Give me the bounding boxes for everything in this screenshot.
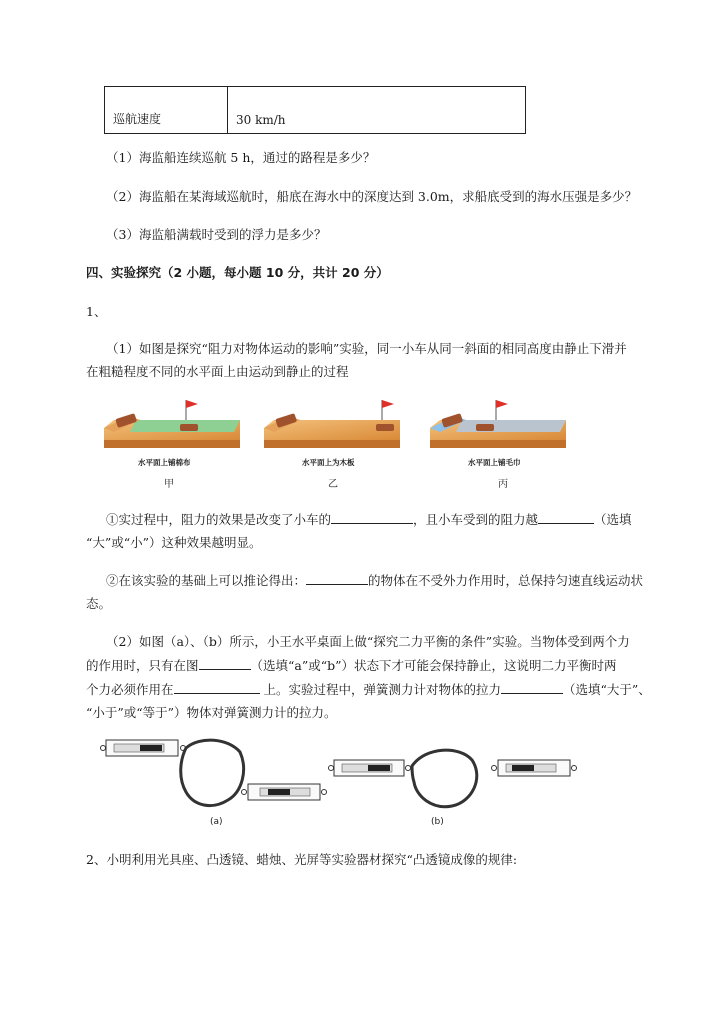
spec-label-cell: 巡航速度 — [105, 87, 228, 134]
setup-b — [329, 750, 577, 807]
q1-s1-line1: ①实过程中，阻力的效果是改变了小车的 ，且小车受到的阻力越 （选填 — [106, 512, 632, 527]
q1-part1-line2: 在粗糙程度不同的水平面上由运动到静止的过程 — [86, 364, 349, 379]
question-1: （1）海监船连续巡航 5 h，通过的路程是多少？ — [106, 150, 376, 165]
answer-blank — [174, 681, 260, 694]
q1-part2-line1: （2）如图（a）、（b）所示，小王水平桌面上做“探究二力平衡的条件”实验。当物体受到两个力 — [106, 634, 630, 649]
table-row — [105, 87, 526, 134]
fig-label-a: (a) — [210, 817, 223, 827]
question-3: （3）海监船满载时受到的浮力是多少？ — [106, 227, 327, 242]
q1-part2-line4: “小于”或“等于”）物体对弹簧测力计的拉力。 — [86, 705, 337, 720]
ramp-cotton — [104, 400, 240, 448]
q1-part2-line3: 个力必须作用在 上。实验过程中，弹簧测力计对物体的拉力 （选填“大于”、 — [86, 682, 651, 697]
q2-text: 2、小明利用光具座、凸透镜、蜡烛、光屏等实验器材探究“凸透镜成像的规律: — [86, 852, 518, 867]
q1-part1-line1: （1）如图是探究“阻力对物体运动的影响”实验，同一小车从同一斜面的相同高度由静止下滑并 — [106, 341, 627, 356]
ramp-towel — [430, 400, 566, 448]
caption-wood: 水平面上为木板 — [302, 458, 355, 467]
answer-blank — [501, 681, 563, 694]
answer-blank — [331, 511, 413, 524]
section-heading: 四、实验探究（2 小题，每小题 10 分，共计 20 分） — [86, 265, 389, 280]
spec-value-cell: 30 km/h — [228, 87, 526, 134]
spec-table — [104, 86, 526, 134]
caption-cotton: 水平面上铺棉布 — [138, 458, 191, 467]
spring-balance-figure — [100, 730, 590, 830]
fig-label-b: (b) — [431, 817, 444, 827]
label-jia: 甲 — [164, 479, 174, 490]
q1-number: 1、 — [86, 304, 107, 319]
label-bing: 丙 — [498, 479, 508, 490]
q1-part2-line2: 的作用时，只有在图 （选填“a”或“b”）状态下才可能会保持静止，这说明二力平衡时两 — [86, 658, 617, 673]
q1-s2-line2: 态。 — [86, 596, 112, 611]
setup-a — [101, 740, 327, 806]
q1-s1-line2: “大”或“小”）这种效果越明显。 — [86, 535, 262, 550]
caption-towel: 水平面上铺毛巾 — [468, 458, 521, 467]
q1-s2-line1: ②在该实验的基础上可以推论得出： 的物体在不受外力作用时，总保持匀速直线运动状 — [106, 573, 644, 588]
question-2: （2）海监船在某海域巡航时，船底在海水中的深度达到 3.0m，求船底受到的海水压强是多少？ — [106, 189, 638, 204]
answer-blank — [538, 511, 594, 524]
answer-blank — [199, 657, 251, 670]
ramp-wood — [264, 400, 400, 448]
label-yi: 乙 — [328, 479, 338, 490]
answer-blank — [306, 572, 368, 585]
